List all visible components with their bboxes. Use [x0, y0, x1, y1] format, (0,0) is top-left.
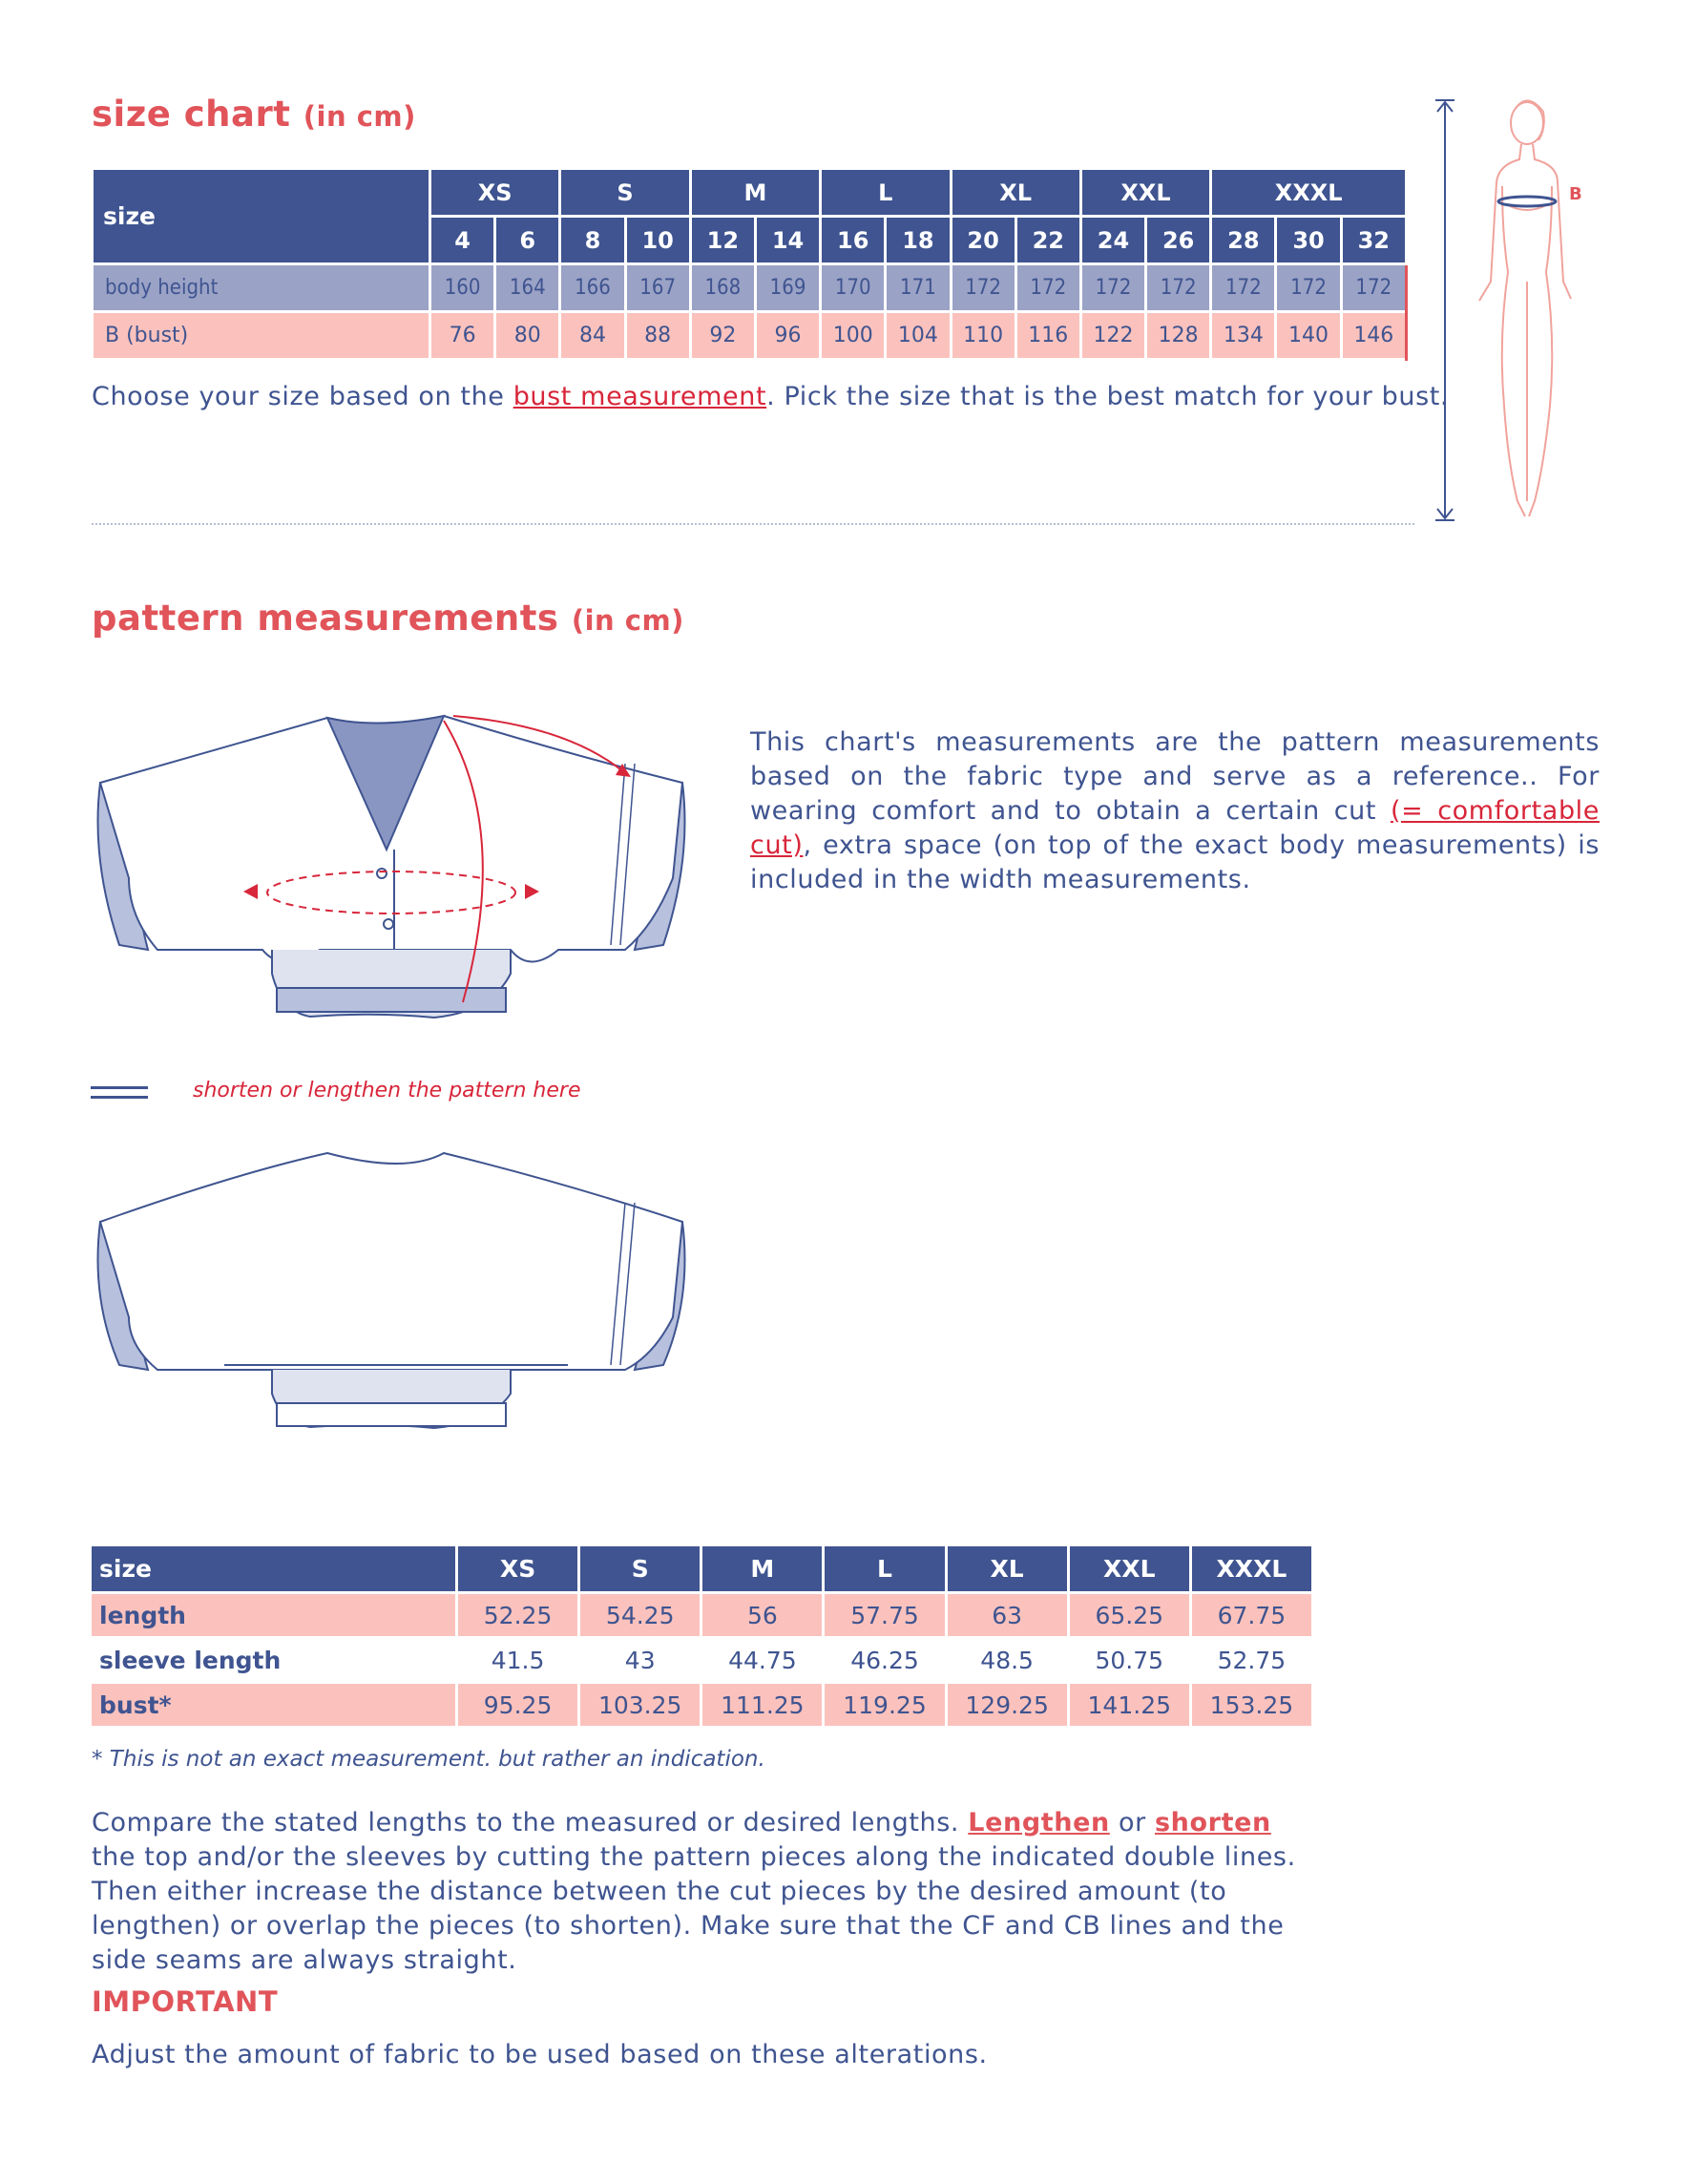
- bust-value: 96: [755, 312, 820, 360]
- bust-value: 116: [1015, 312, 1080, 360]
- footnote: * This is not an exact measurement. but rather an indication.: [92, 1747, 765, 1772]
- body-figure-illustration: [1422, 91, 1632, 530]
- bust-measure-row: [91, 1683, 1313, 1728]
- body-height-value: 171: [886, 264, 951, 312]
- pattern-size-xxl: XXL: [1068, 1545, 1190, 1593]
- body-height-value: 172: [951, 264, 1015, 312]
- body-height-value: 172: [1146, 264, 1211, 312]
- bust-measure-value: 103.25: [579, 1683, 701, 1728]
- length-row: [91, 1593, 1313, 1638]
- size-number: 28: [1211, 217, 1276, 264]
- body-height-value: 164: [495, 264, 560, 312]
- bust-value: 140: [1276, 312, 1341, 360]
- bust-measure-label: bust*: [91, 1683, 457, 1728]
- length-label: length: [91, 1593, 457, 1638]
- compare-paragraph: [92, 1806, 1323, 1978]
- size-instruction-text-end: . Pick the size that is the best match for your bust.: [766, 382, 1450, 411]
- bust-measure-value: 129.25: [946, 1683, 1068, 1728]
- bust-measure-value: 153.25: [1190, 1683, 1312, 1728]
- bust-value: 76: [430, 312, 495, 360]
- size-number: 10: [625, 217, 690, 264]
- body-height-value: 169: [755, 264, 820, 312]
- pattern-title: pattern measurements: [92, 598, 559, 639]
- pattern-size-xxxl: XXXL: [1190, 1545, 1312, 1593]
- body-height-value: 172: [1211, 264, 1276, 312]
- size-instruction-text: Choose your size based on the: [92, 382, 513, 411]
- length-value: 52.25: [457, 1593, 579, 1638]
- bust-value: 134: [1211, 312, 1276, 360]
- size-label: size: [93, 169, 430, 264]
- bust-measure-value: 95.25: [457, 1683, 579, 1728]
- pattern-size-s: S: [579, 1545, 701, 1593]
- size-number: 26: [1146, 217, 1211, 264]
- size-number: 30: [1276, 217, 1341, 264]
- pattern-header-row: [91, 1545, 1313, 1593]
- body-height-label: body height: [93, 264, 430, 312]
- legend-line-top: [91, 1086, 148, 1089]
- size-number: 16: [821, 217, 886, 264]
- legend-text: shorten or lengthen the pattern here: [193, 1079, 581, 1102]
- pattern-measurements-table: [89, 1544, 1314, 1729]
- pattern-size-label: size: [91, 1545, 457, 1593]
- size-instruction: [92, 380, 1449, 414]
- compare-or: or: [1109, 1808, 1156, 1838]
- bust-label: B (bust): [93, 312, 430, 360]
- size-group-xxxl: XXXL: [1211, 169, 1407, 217]
- pattern-size-m: M: [701, 1545, 824, 1593]
- sleeve-length-value: 50.75: [1068, 1638, 1190, 1683]
- size-chart-title: size chart: [92, 94, 291, 135]
- size-group-s: S: [560, 169, 690, 217]
- size-number: 32: [1341, 217, 1406, 264]
- comfortable-cut-link[interactable]: (= comfortable cut): [750, 796, 1600, 860]
- sleeve-length-label: sleeve length: [91, 1638, 457, 1683]
- sleeve-length-value: 48.5: [946, 1638, 1068, 1683]
- length-value: 65.25: [1068, 1593, 1190, 1638]
- bust-row: [93, 312, 1407, 360]
- size-group-xs: XS: [430, 169, 560, 217]
- bust-value: 100: [821, 312, 886, 360]
- bust-value: 128: [1146, 312, 1211, 360]
- sleeve-length-value: 41.5: [457, 1638, 579, 1683]
- size-number: 12: [690, 217, 755, 264]
- body-height-row: [93, 264, 1407, 312]
- bust-value: 88: [625, 312, 690, 360]
- size-group-l: L: [821, 169, 951, 217]
- body-height-value: 167: [625, 264, 690, 312]
- legend-line-bottom: [91, 1096, 148, 1099]
- pattern-size-xl: XL: [946, 1545, 1068, 1593]
- length-value: 54.25: [579, 1593, 701, 1638]
- section-divider: [92, 523, 1414, 525]
- pattern-description-text-end: , extra space (on top of the exact body measurements) is included in the width measurements.: [750, 830, 1600, 894]
- bust-value: 84: [560, 312, 625, 360]
- table-edge-line: [1405, 265, 1408, 361]
- bust-value: 92: [690, 312, 755, 360]
- pattern-description-text: This chart's measurements are the pattern measurements based on the fabric type and serve as a reference.. For wearing comfort and to obtain a certain cut: [750, 727, 1600, 826]
- bust-value: 146: [1341, 312, 1406, 360]
- length-value: 56: [701, 1593, 824, 1638]
- size-group-xl: XL: [951, 169, 1080, 217]
- size-group-row: [93, 169, 1407, 217]
- important-title: IMPORTANT: [92, 1985, 279, 2018]
- size-number: 24: [1080, 217, 1145, 264]
- size-chart-table: [91, 167, 1408, 361]
- bust-value: 80: [495, 312, 560, 360]
- back-pattern-illustration: [91, 1136, 692, 1470]
- pattern-size-l: L: [824, 1545, 946, 1593]
- size-group-m: M: [690, 169, 820, 217]
- size-number: 18: [886, 217, 951, 264]
- size-number: 20: [951, 217, 1015, 264]
- bust-measure-value: 111.25: [701, 1683, 824, 1728]
- body-height-value: 168: [690, 264, 755, 312]
- body-height-value: 172: [1341, 264, 1406, 312]
- sleeve-length-value: 43: [579, 1638, 701, 1683]
- body-height-value: 172: [1276, 264, 1341, 312]
- size-number: 8: [560, 217, 625, 264]
- size-number: 14: [755, 217, 820, 264]
- compare-text-end: the top and/or the sleeves by cutting the pattern pieces along the indicated double lines. Then either increase the distance between the cut pieces by the desired amount (to lengthen) or overlap the pieces (to shorten). Make sure that the CF and CB lines and the side seams are always straight.: [92, 1842, 1296, 1975]
- length-value: 67.75: [1190, 1593, 1312, 1638]
- body-height-value: 166: [560, 264, 625, 312]
- bust-value: 104: [886, 312, 951, 360]
- length-value: 63: [946, 1593, 1068, 1638]
- pattern-heading: [92, 598, 684, 639]
- pattern-size-xs: XS: [457, 1545, 579, 1593]
- bust-measurement-link[interactable]: bust measurement: [513, 382, 767, 411]
- lengthen-link[interactable]: Lengthen: [968, 1808, 1110, 1838]
- size-group-xxl: XXL: [1080, 169, 1210, 217]
- figure-bust-label: B: [1569, 184, 1582, 204]
- body-height-value: 172: [1015, 264, 1080, 312]
- important-text: Adjust the amount of fabric to be used based on these alterations.: [92, 2040, 988, 2069]
- size-number: 4: [430, 217, 495, 264]
- sleeve-length-value: 44.75: [701, 1638, 824, 1683]
- sleeve-length-value: 52.75: [1190, 1638, 1312, 1683]
- shorten-link[interactable]: shorten: [1155, 1808, 1271, 1838]
- bust-measure-value: 119.25: [824, 1683, 946, 1728]
- size-chart-unit: (in cm): [303, 100, 416, 133]
- size-number: 22: [1015, 217, 1080, 264]
- body-height-value: 160: [430, 264, 495, 312]
- sleeve-length-row: [91, 1638, 1313, 1683]
- length-value: 57.75: [824, 1593, 946, 1638]
- pattern-description: [750, 725, 1600, 897]
- compare-text: Compare the stated lengths to the measured or desired lengths.: [92, 1808, 969, 1838]
- bust-measure-value: 141.25: [1068, 1683, 1190, 1728]
- size-number: 6: [495, 217, 560, 264]
- bust-value: 110: [951, 312, 1015, 360]
- body-height-value: 170: [821, 264, 886, 312]
- sleeve-length-value: 46.25: [824, 1638, 946, 1683]
- pattern-unit: (in cm): [571, 604, 684, 637]
- front-pattern-illustration: [91, 687, 692, 1050]
- size-chart-heading: [92, 94, 416, 135]
- bust-value: 122: [1080, 312, 1145, 360]
- body-height-value: 172: [1080, 264, 1145, 312]
